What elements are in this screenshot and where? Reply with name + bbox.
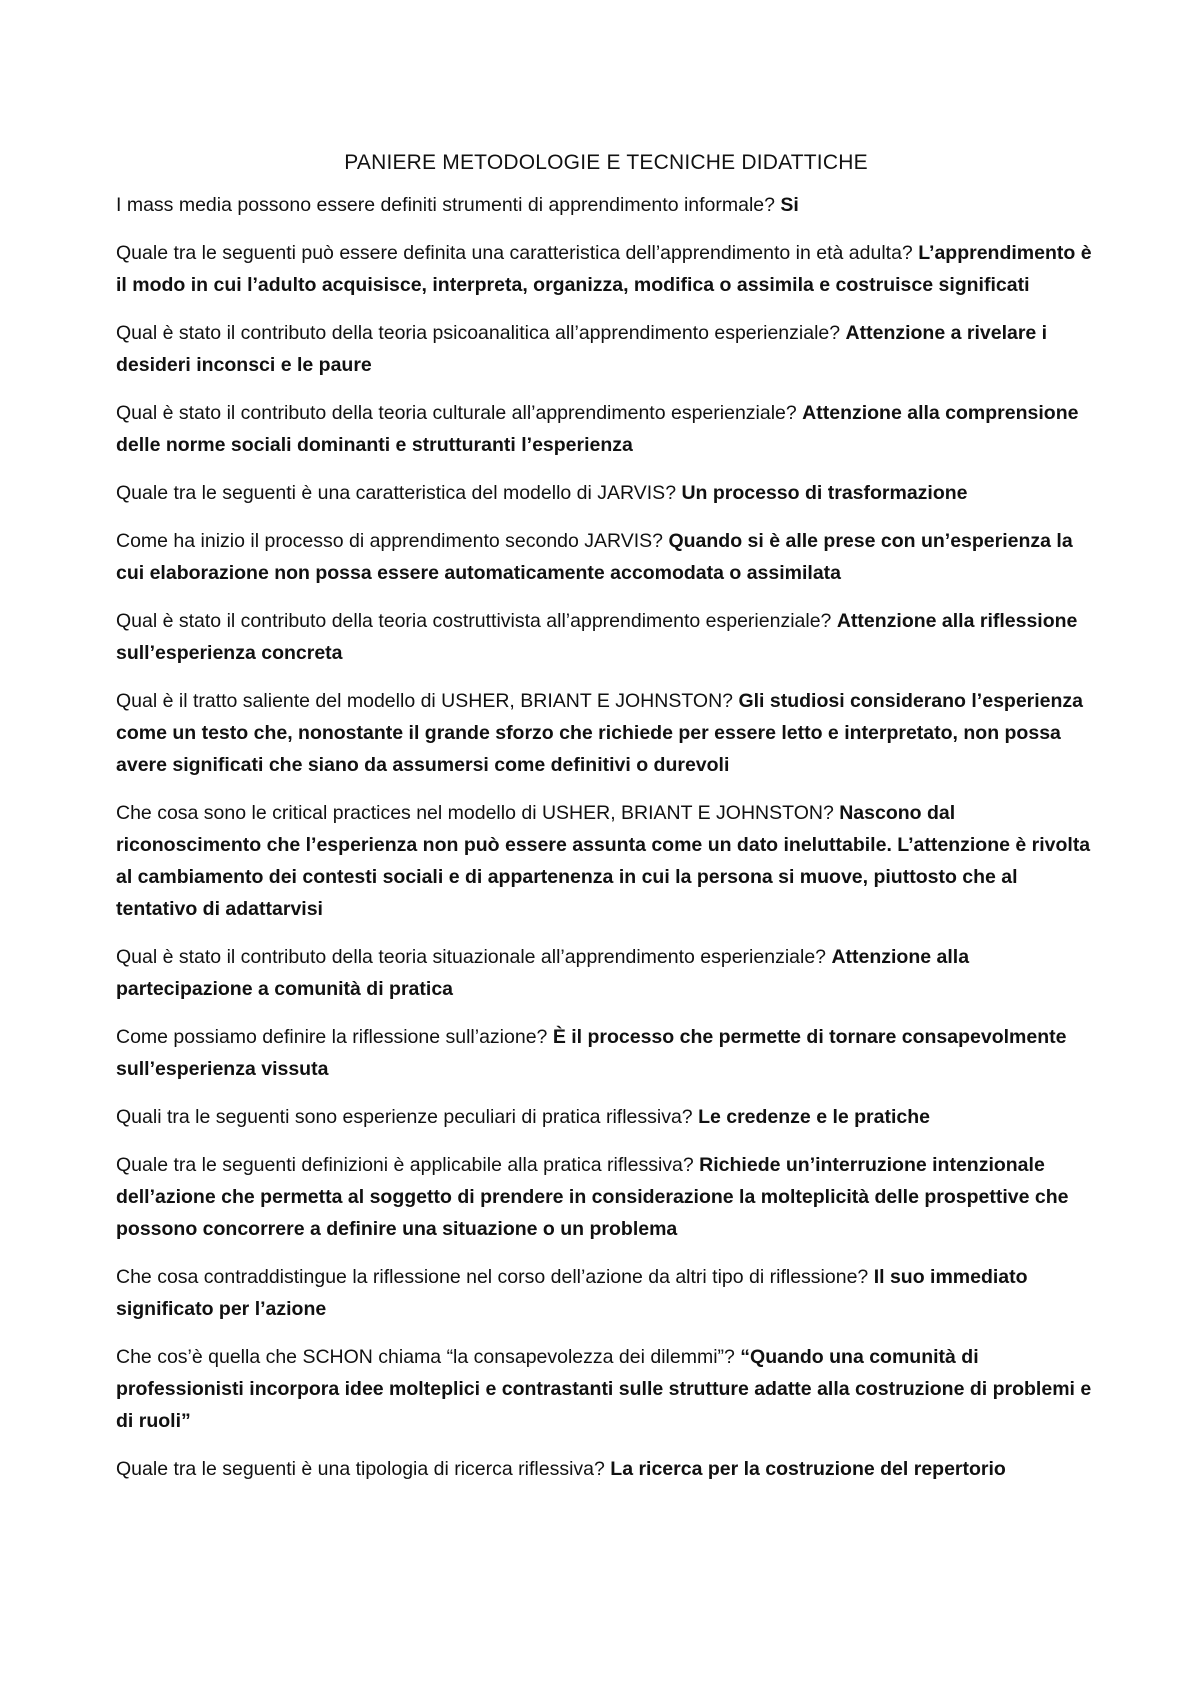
- question-text: Come possiamo definire la riflessione sull’azione?: [116, 1026, 553, 1048]
- answer-text: Le credenze e le pratiche: [698, 1106, 930, 1128]
- qa-item: [116, 685, 1096, 781]
- qa-item: [116, 605, 1096, 669]
- answer-text: Attenzione alla partecipazione a comunità di pratica: [116, 946, 970, 1000]
- question-text: Quale tra le seguenti è una caratteristica del modello di JARVIS?: [116, 482, 682, 504]
- answer-text: L’apprendimento è il modo in cui l’adulto acquisisce, interpreta, organizza, modifica o assimila e costruisce significati: [116, 242, 1092, 296]
- question-text: Qual è stato il contributo della teoria costruttivista all’apprendimento esperienziale?: [116, 610, 837, 632]
- answer-text: Attenzione alla riflessione sull’esperienza concreta: [116, 610, 1078, 664]
- question-text: Quali tra le seguenti sono esperienze peculiari di pratica riflessiva?: [116, 1106, 699, 1128]
- answer-text: Quando si è alle prese con un’esperienza la cui elaborazione non possa essere automaticamente accomodata o assimilata: [116, 530, 1073, 584]
- qa-item: [116, 189, 1096, 221]
- qa-item: [116, 1261, 1096, 1325]
- question-text: Quale tra le seguenti definizioni è applicabile alla pratica riflessiva?: [116, 1154, 700, 1176]
- qa-item: [116, 1149, 1096, 1245]
- qa-item: [116, 237, 1096, 301]
- qa-item: [116, 477, 1096, 509]
- question-text: Come ha inizio il processo di apprendimento secondo JARVIS?: [116, 530, 669, 552]
- answer-text: La ricerca per la costruzione del repertorio: [610, 1458, 1006, 1480]
- qa-item: [116, 1341, 1096, 1437]
- question-text: Quale tra le seguenti può essere definita una caratteristica dell’apprendimento in età adulta?: [116, 242, 919, 264]
- answer-text: Il suo immediato significato per l’azione: [116, 1266, 1028, 1320]
- answer-text: Si: [780, 194, 799, 216]
- qa-item: [116, 397, 1096, 461]
- question-text: Qual è stato il contributo della teoria culturale all’apprendimento esperienziale?: [116, 402, 803, 424]
- answer-text: Un processo di trasformazione: [681, 482, 968, 504]
- qa-item: [116, 797, 1096, 925]
- qa-item: [116, 525, 1096, 589]
- qa-item: [116, 1453, 1096, 1485]
- qa-item: [116, 941, 1096, 1005]
- document-body: [116, 147, 1096, 1501]
- question-text: Che cosa sono le critical practices nel modello di USHER, BRIANT E JOHNSTON?: [116, 802, 840, 824]
- qa-item: [116, 1021, 1096, 1085]
- question-text: Che cos’è quella che SCHON chiama “la consapevolezza dei dilemmi”?: [116, 1346, 741, 1368]
- answer-text: “Quando una comunità di professionisti incorpora idee molteplici e contrastanti sulle strutture adatte alla costruzione di problemi e di ruoli”: [116, 1346, 1092, 1432]
- question-text: Qual è stato il contributo della teoria psicoanalitica all’apprendimento esperienziale?: [116, 322, 846, 344]
- question-text: Quale tra le seguenti è una tipologia di ricerca riflessiva?: [116, 1458, 611, 1480]
- answer-text: Attenzione alla comprensione delle norme sociali dominanti e strutturanti l’esperienza: [116, 402, 1079, 456]
- answer-text: Gli studiosi considerano l’esperienza come un testo che, nonostante il grande sforzo che richiede per essere letto e interpretato, non possa avere significati che siano da assumersi come definitivi o durevoli: [116, 690, 1084, 776]
- qa-item: [116, 1101, 1096, 1133]
- qa-item: [116, 317, 1096, 381]
- document-title: PANIERE METODOLOGIE E TECNICHE DIDATTICHE: [344, 151, 868, 174]
- answer-text: Nascono dal riconoscimento che l’esperienza non può essere assunta come un dato ineluttabile. L’attenzione è rivolta al cambiamento dei contesti sociali e di appartenenza in cui la persona si muove, piuttosto che al tentativo di adattarvisi: [116, 802, 1091, 920]
- question-text: Qual è stato il contributo della teoria situazionale all’apprendimento esperienziale?: [116, 946, 832, 968]
- answer-text: È il processo che permette di tornare consapevolmente sull’esperienza vissuta: [116, 1026, 1067, 1080]
- question-text: Qual è il tratto saliente del modello di USHER, BRIANT E JOHNSTON?: [116, 690, 739, 712]
- question-text: I mass media possono essere definiti strumenti di apprendimento informale?: [116, 194, 781, 216]
- answer-text: Richiede un’interruzione intenzionale dell’azione che permetta al soggetto di prendere in considerazione la molteplicità delle prospettive che possono concorrere a definire una situazione o un problema: [116, 1154, 1069, 1240]
- question-text: Che cosa contraddistingue la riflessione nel corso dell’azione da altri tipo di riflessione?: [116, 1266, 874, 1288]
- answer-text: Attenzione a rivelare i desideri inconsci e le paure: [116, 322, 1048, 376]
